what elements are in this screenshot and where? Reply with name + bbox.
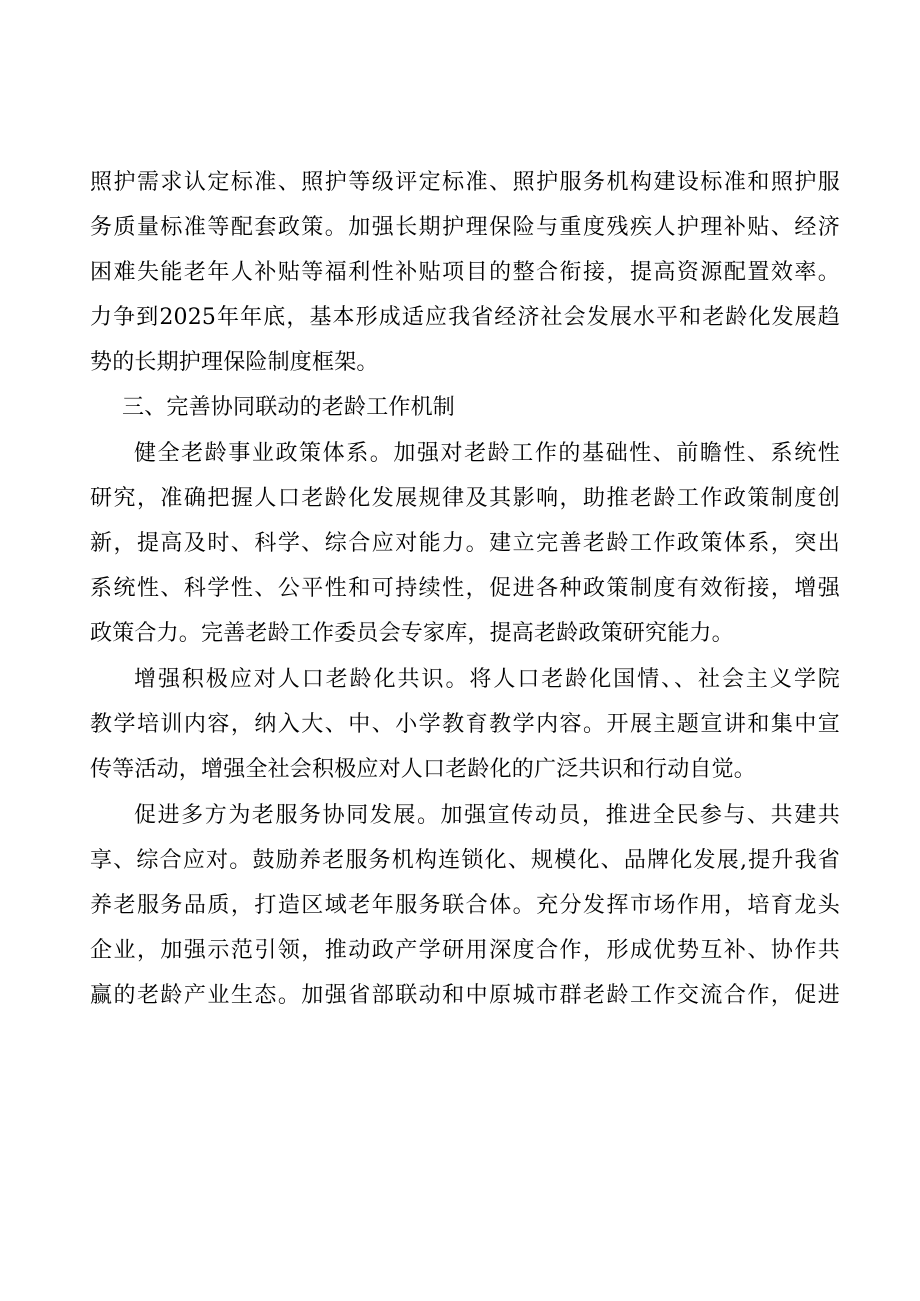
- para4-line-4: 企业，加强示范引领，推动政产学研用深度合作，形成优势互补、协作共: [90, 938, 840, 963]
- para2-line-1: 健全老龄事业政策体系。加强对老龄工作的基础性、前瞻性、系统性: [134, 441, 840, 466]
- para3-line-1: 增强积极应对人口老龄化共识。将人口老龄化国情、、社会主义学院: [134, 667, 840, 692]
- para2-line-4: 系统性、科学性、公平性和可持续性，促进各种政策制度有效衔接，增强: [90, 576, 840, 601]
- para4-line-2: 享、综合应对。鼓励养老服务机构连锁化、规模化、品牌化发展,提升我省: [90, 848, 840, 873]
- para2-line-2: 研究，准确把握人口老龄化发展规律及其影响，助推老龄工作政策制度创: [90, 486, 840, 511]
- para3-line-3: 传等活动，增强全社会积极应对人口老龄化的广泛共识和行动自觉。: [90, 757, 757, 782]
- para2-line-5: 政策合力。完善老龄工作委员会专家库，提高老龄政策研究能力。: [90, 621, 734, 646]
- para4-line-5: 赢的老龄产业生态。加强省部联动和中原城市群老龄工作交流合作，促进: [90, 983, 840, 1008]
- para4-line-3: 养老服务品质，打造区域老年服务联合体。充分发挥市场作用，培育龙头: [90, 893, 840, 918]
- section-heading: 三、完善协同联动的老龄工作机制: [122, 395, 456, 420]
- para3-line-2: 教学培训内容，纳入大、中、小学教育教学内容。开展主题宣讲和集中宣: [90, 712, 840, 737]
- para1-line-5: 势的长期护理保险制度框架。: [90, 350, 379, 375]
- para1-line-4: 力争到2025年年底，基本形成适应我省经济社会发展水平和老龄化发展趋: [90, 305, 840, 330]
- para2-line-3: 新，提高及时、科学、综合应对能力。建立完善老龄工作政策体系，突出: [90, 531, 840, 556]
- para1-line-2: 务质量标准等配套政策。加强长期护理保险与重度残疾人护理补贴、经济: [90, 215, 840, 240]
- para1-line-3: 困难失能老年人补贴等福利性补贴项目的整合衔接，提高资源配置效率。: [90, 260, 840, 285]
- para4-line-1: 促进多方为老服务协同发展。加强宣传动员，推进全民参与、共建共: [134, 803, 840, 828]
- para1-line-1: 照护需求认定标准、照护等级评定标准、照护服务机构建设标准和照护服: [90, 170, 840, 195]
